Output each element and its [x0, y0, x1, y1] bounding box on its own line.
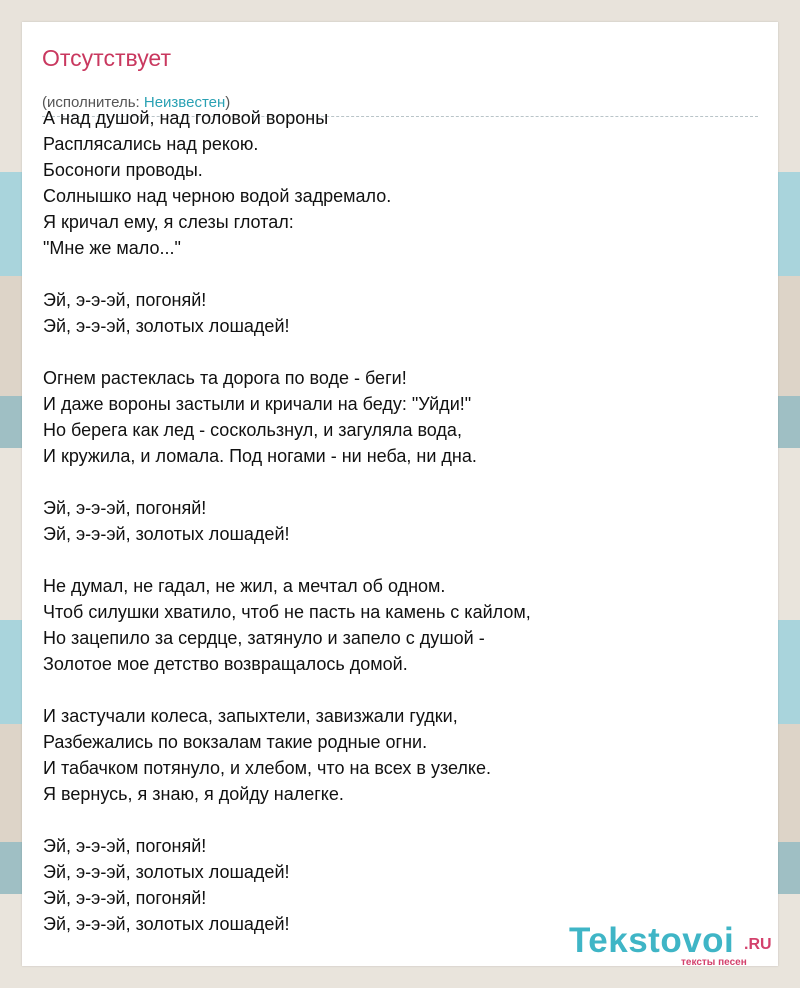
stanza-gap — [43, 547, 763, 573]
lyric-line: Эй, э-э-эй, золотых лошадей! — [43, 524, 290, 544]
lyric-line: Эй, э-э-эй, погоняй! — [43, 836, 207, 856]
artist-suffix: ) — [225, 94, 231, 111]
lyric-line: Эй, э-э-эй, золотых лошадей! — [43, 862, 290, 882]
lyric-line: А над душой, над головой вороны — [43, 108, 329, 128]
lyric-line: И даже вороны застыли и кричали на беду: "Уйди!" — [43, 394, 472, 414]
lyric-line: Разбежались по вокзалам такие родные огни. — [43, 732, 428, 752]
stanza-gap — [43, 807, 763, 833]
artist-prefix: (исполнитель: — [42, 94, 144, 111]
lyric-line: Эй, э-э-эй, погоняй! — [43, 290, 207, 310]
lyric-line: Расплясались над рекою. — [43, 134, 259, 154]
lyric-line: Эй, э-э-эй, золотых лошадей! — [43, 914, 290, 934]
lyric-line: Эй, э-э-эй, золотых лошадей! — [43, 316, 290, 336]
lyric-line: Солнышко над черною водой задремало. — [43, 186, 392, 206]
lyric-line: Но зацепило за сердце, затянуло и запело с душой - — [43, 628, 485, 648]
logo-tagline: тексты песен — [681, 957, 747, 968]
stanza-gap — [43, 339, 763, 365]
lyrics-card — [22, 22, 778, 966]
lyric-line: Не думал, не гадал, не жил, а мечтал об одном. — [43, 576, 446, 596]
lyric-line: И табачком потянуло, и хлебом, что на всех в узелке. — [43, 758, 492, 778]
song-title: Отсутствует — [42, 45, 171, 71]
lyric-line: И застучали колеса, запыхтели, завизжали гудки, — [43, 706, 458, 726]
lyrics-body — [43, 105, 763, 937]
artist-link[interactable]: Неизвестен — [143, 94, 226, 111]
logo-domain: .RU — [744, 936, 772, 953]
logo-wordmark: Tekstovoi — [569, 921, 735, 960]
lyric-line: "Мне же мало..." — [43, 238, 181, 258]
lyric-line: Эй, э-э-эй, погоняй! — [43, 888, 207, 908]
lyric-line: И кружила, и ломала. Под ногами - ни неба, ни дна. — [43, 446, 477, 466]
stanza-gap — [43, 677, 763, 703]
lyric-line: Огнем растеклась та дорога по воде - беги! — [43, 368, 407, 388]
lyric-line: Золотое мое детство возвращалось домой. — [43, 654, 408, 674]
lyric-line: Я кричал ему, я слезы глотал: — [43, 212, 294, 232]
lyric-line: Но берега как лед - соскользнул, и загуляла вода, — [43, 420, 462, 440]
lyric-line: Эй, э-э-эй, погоняй! — [43, 498, 207, 518]
site-logo[interactable] — [569, 921, 772, 968]
lyric-line: Я вернусь, я знаю, я дойду налегке. — [43, 784, 344, 804]
lyric-line: Босоноги проводы. — [43, 160, 203, 180]
stanza-gap — [43, 261, 763, 287]
stanza-gap — [43, 469, 763, 495]
lyric-line: Чтоб силушки хватило, чтоб не пасть на камень с кайлом, — [43, 602, 531, 622]
